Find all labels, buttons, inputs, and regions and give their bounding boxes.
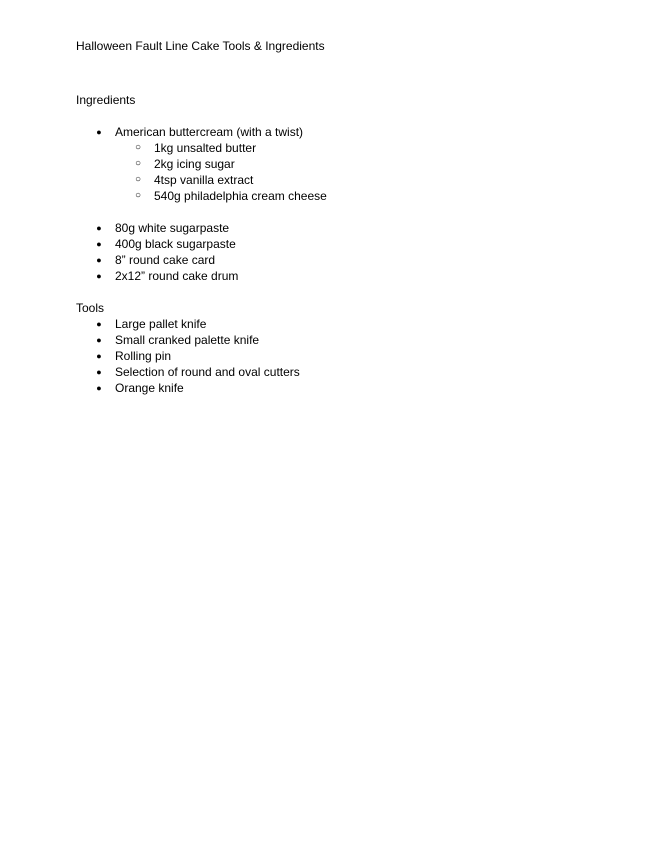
sub-list-item-label: 2kg icing sugar [154,157,235,171]
list-item-label: 8” round cake card [115,253,216,267]
bullet-icon: ● [96,367,102,377]
bullet-icon: ● [96,255,102,265]
sub-bullet-icon: ○ [134,190,142,201]
list-item-label: 80g white sugarpaste [115,221,230,235]
list-item-label: Large pallet knife [115,317,207,331]
sub-list-item-label: 1kg unsalted butter [154,141,257,155]
bullet-icon: ● [96,127,102,137]
document-title: Halloween Fault Line Cake Tools & Ingredients [76,39,325,53]
list-item-label: American buttercream (with a twist) [115,125,304,139]
list-item-label: Small cranked palette knife [115,333,260,347]
bullet-icon: ● [96,271,102,281]
bullet-icon: ● [96,239,102,249]
bullet-icon: ● [96,319,102,329]
list-item-label: 400g black sugarpaste [115,237,236,251]
sub-list-item-label: 4tsp vanilla extract [154,173,254,187]
list-item-label: Selection of round and oval cutters [115,365,300,379]
list-item-label: 2x12” round cake drum [115,269,239,283]
list-item-label: Orange knife [115,381,184,395]
list-item-label: Rolling pin [115,349,172,363]
ingredients-heading: Ingredients [76,93,136,107]
bullet-icon: ● [96,335,102,345]
tools-heading: Tools [76,301,105,315]
sub-list-item-label: 540g philadelphia cream cheese [154,189,327,203]
sub-bullet-icon: ○ [134,174,142,185]
bullet-icon: ● [96,223,102,233]
sub-bullet-icon: ○ [134,142,142,153]
bullet-icon: ● [96,351,102,361]
sub-bullet-icon: ○ [134,158,142,169]
bullet-icon: ● [96,383,102,393]
